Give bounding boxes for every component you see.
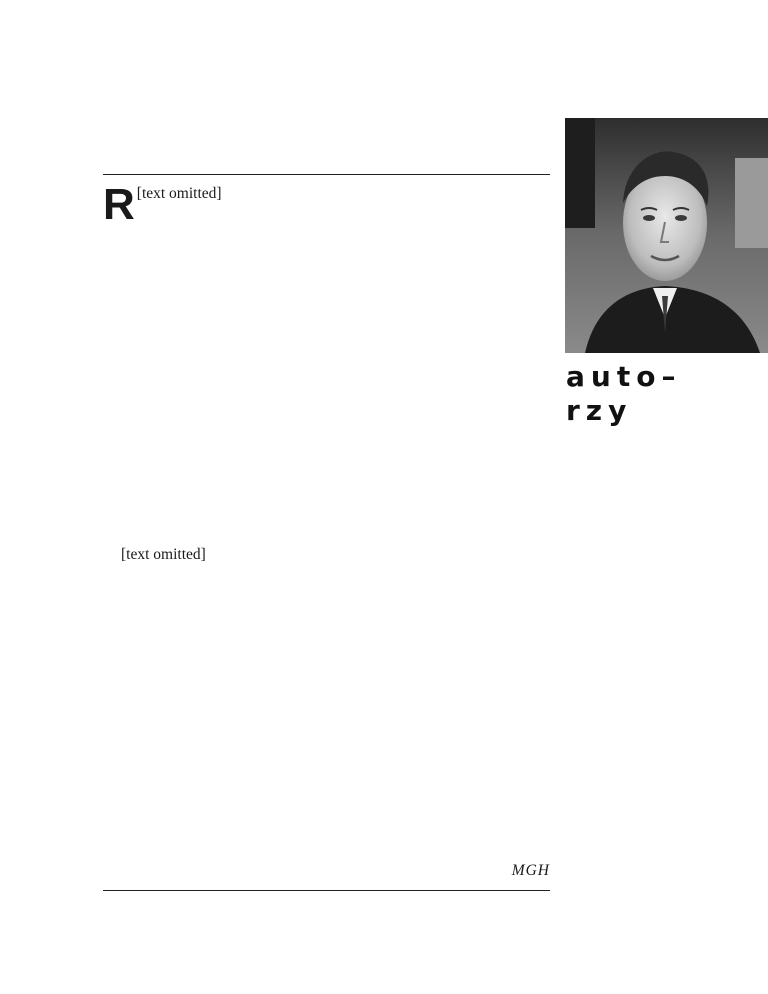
paragraph-1 <box>103 180 550 229</box>
signature: MGH <box>511 862 550 879</box>
first-paragraph-block <box>103 180 550 229</box>
section-label-line-2: rzy <box>566 394 633 427</box>
bottom-rule <box>103 890 550 891</box>
top-rule <box>103 174 550 175</box>
drop-cap: R <box>103 180 135 229</box>
portrait-illustration <box>565 118 768 353</box>
second-paragraph-block <box>103 543 550 566</box>
section-label-line-1: auto– <box>566 360 682 393</box>
paragraph-2 <box>103 543 550 566</box>
section-label <box>566 360 681 428</box>
paragraph-1-text: [text omitted] <box>136 185 222 202</box>
paragraph-2-text: [text omitted] <box>121 546 206 563</box>
portrait-photo <box>565 118 768 353</box>
